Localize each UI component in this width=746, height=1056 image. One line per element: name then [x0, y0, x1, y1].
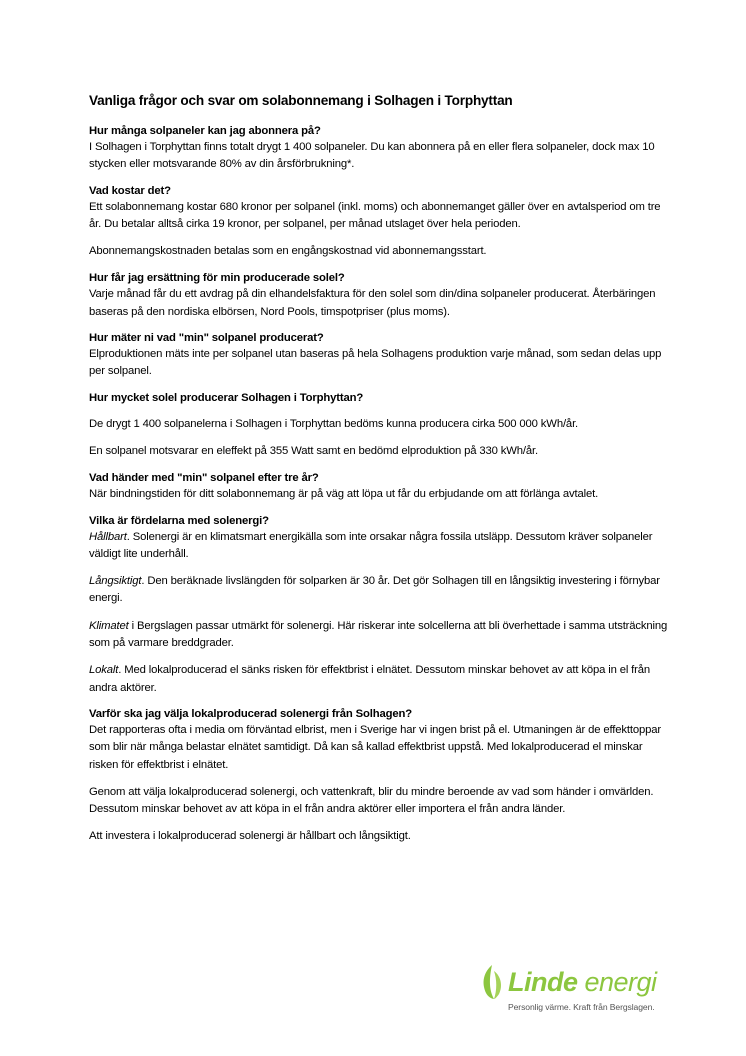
- benefit-term: Lokalt: [89, 664, 119, 677]
- benefit-text: . Med lokalproducerad el sänks risken för effektbrist i elnätet. Dessutom minskar behovet av att köpa in el från andra aktörer.: [89, 664, 651, 694]
- faq-section-cost: [89, 183, 669, 261]
- question: Hur får jag ersättning för min producerade solel?: [89, 272, 345, 285]
- answer: Genom att välja lokalproducerad solenergi, och vattenkraft, blir du mindre beroende av vad som händer i omvärlden. Dessutom minskar behovet av att köpa in el från andra aktörer eller importera el från andra länder.: [89, 785, 654, 816]
- logo-word-rest: energi: [577, 967, 657, 997]
- logo-word-bold: Linde: [508, 967, 578, 997]
- benefit-term: Hållbart: [89, 530, 127, 543]
- question: Vad kostar det?: [89, 184, 171, 197]
- benefit-paragraph: [89, 573, 669, 608]
- logo-tagline: Personlig värme. Kraft från Bergslagen.: [508, 1002, 655, 1012]
- benefit-term: Långsiktigt: [89, 575, 142, 588]
- answer: Ett solabonnemang kostar 680 kronor per solpanel (inkl. moms) och abonnemanget gäller över en avtalsperiod om tre år. Du betalar alltså cirka 19 kronor, per solpanel, per månad utslaget över hela perioden.: [89, 200, 661, 230]
- question: Varför ska jag välja lokalproducerad solenergi från Solhagen?: [89, 707, 412, 720]
- question: Hur många solpaneler kan jag abonnera på?: [89, 125, 321, 137]
- document-title: Vanliga frågor och svar om solabonnemang i Solhagen i Torphyttan: [89, 93, 513, 108]
- linde-energi-logo: [478, 964, 668, 1016]
- faq-section-production: [89, 390, 669, 461]
- benefit-paragraph: [89, 662, 669, 697]
- question: Hur mycket solel producerar Solhagen i Torphyttan?: [89, 391, 364, 404]
- answer: Att investera i lokalproducerad solenergi är hållbart och långsiktigt.: [89, 830, 411, 843]
- answer: Elproduktionen mäts inte per solpanel utan baseras på hela Solhagens produktion varje månad, som sedan delas upp per solpanel.: [89, 348, 662, 378]
- benefit-term: Klimatet: [89, 619, 129, 632]
- benefit-text: i Bergslagen passar utmärkt för solenergi. Här riskerar inte solcellerna att bli överhettade i samma utsträckning som på varmare breddgrader.: [89, 619, 668, 650]
- faq-section-benefits: [89, 513, 669, 697]
- leaf-icon: [478, 964, 504, 1000]
- document-page: [89, 92, 669, 856]
- answer: Varje månad får du ett avdrag på din elhandelsfaktura för den solel som din/dina solpaneler producerat. Återbäringen baseras på den nordiska elbörsen, Nord Pools, timspotpriser (plus moms).: [89, 288, 656, 318]
- benefit-text: . Den beräknade livslängden för solparken är 30 år. Det gör Solhagen till en långsiktig investering i förnybar energi.: [89, 575, 660, 605]
- benefit-paragraph: [89, 618, 669, 653]
- faq-section-compensation: [89, 270, 669, 321]
- logo-wordmark: [508, 966, 657, 998]
- faq-section-why-local: [89, 706, 669, 846]
- benefit-text: . Solenergi är en klimatsmart energikälla som inte orsakar några fossila utsläpp. Dessutom kräver solpaneler väldigt lite underhåll.: [89, 530, 653, 560]
- question: Vilka är fördelarna med solenergi?: [89, 514, 269, 527]
- faq-section-after-three-years: [89, 470, 669, 503]
- answer: En solpanel motsvarar en eleffekt på 355 Watt samt en bedömd elproduktion på 330 kWh/år.: [89, 444, 538, 457]
- answer: Abonnemangskostnaden betalas som en engångskostnad vid abonnemangsstart.: [89, 245, 487, 258]
- faq-section-panel-count: [89, 123, 669, 174]
- question: Hur mäter ni vad "min" solpanel producerat?: [89, 332, 324, 345]
- benefit-paragraph: [89, 529, 669, 564]
- faq-section-measurement: [89, 330, 669, 381]
- answer: De drygt 1 400 solpanelerna i Solhagen i Torphyttan bedöms kunna producera cirka 500 000 kWh/år.: [89, 417, 579, 430]
- question: Vad händer med "min" solpanel efter tre år?: [89, 472, 319, 485]
- answer: Det rapporteras ofta i media om förväntad elbrist, men i Sverige har vi ingen brist på el. Utmaningen är de effekttoppar som blir när många belastar elnätet samtidigt. Då kan så kallad effektbrist uppstå. Med lokalproducerad el minskar risken för effektbrist i elnätet.: [89, 723, 662, 771]
- answer: När bindningstiden för ditt solabonnemang är på väg att löpa ut får du erbjudande om att förlänga avtalet.: [89, 488, 599, 501]
- answer: I Solhagen i Torphyttan finns totalt drygt 1 400 solpaneler. Du kan abonnera på en eller flera solpaneler, dock max 10 stycken eller motsvarande 80% av din årsförbrukning*.: [89, 141, 655, 171]
